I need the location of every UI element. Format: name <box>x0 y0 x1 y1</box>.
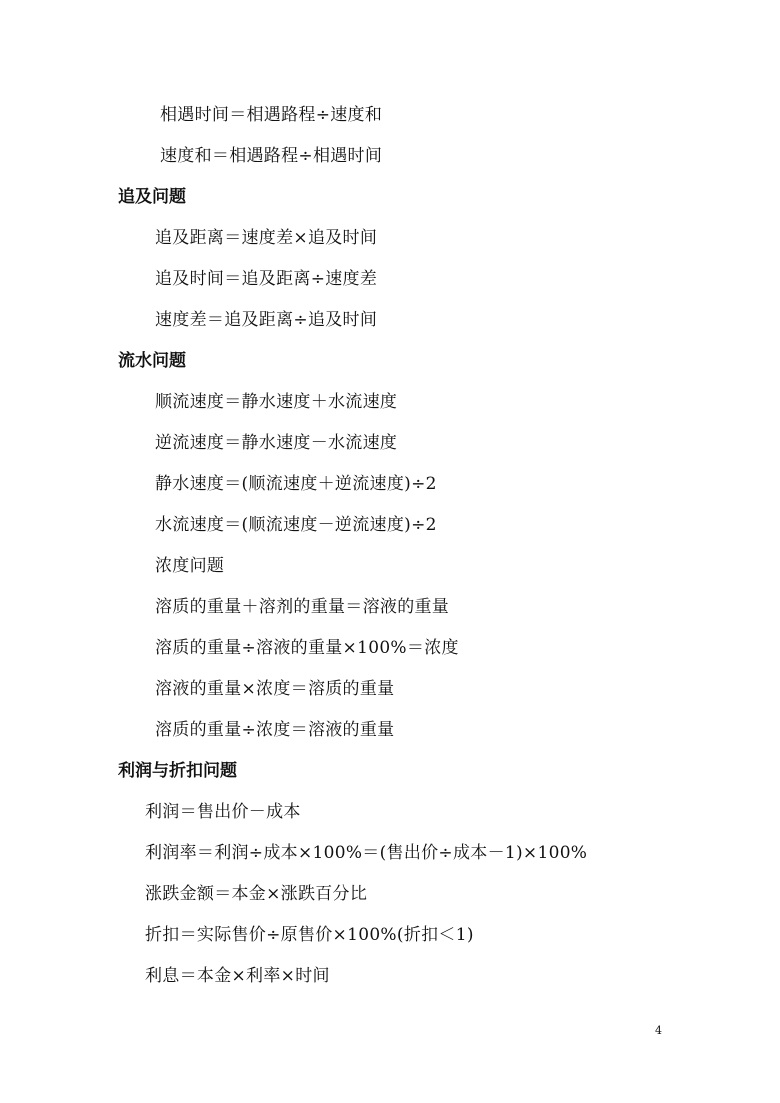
formula-meeting-time: 相遇时间＝相遇路程÷速度和 <box>160 105 383 125</box>
formula-concentration: 溶质的重量÷溶液的重量×100%＝浓度 <box>155 638 459 658</box>
page-number: 4 <box>655 1024 662 1037</box>
formula-downstream-speed: 顺流速度＝静水速度＋水流速度 <box>155 392 398 412</box>
subheading-concentration: 浓度问题 <box>155 556 225 576</box>
formula-chase-distance: 追及距离＝速度差×追及时间 <box>155 228 378 248</box>
formula-discount: 折扣＝实际售价÷原售价×100%(折扣＜1) <box>145 925 474 945</box>
heading-stream: 流水问题 <box>118 351 186 371</box>
formula-chase-time: 追及时间＝追及距离÷速度差 <box>155 269 378 289</box>
heading-chase: 追及问题 <box>118 187 186 207</box>
formula-still-water-speed: 静水速度＝(顺流速度＋逆流速度)÷2 <box>155 474 437 494</box>
formula-solution-weight: 溶质的重量＋溶剂的重量＝溶液的重量 <box>155 597 450 617</box>
formula-interest: 利息＝本金×利率×时间 <box>145 966 330 986</box>
formula-upstream-speed: 逆流速度＝静水速度－水流速度 <box>155 433 398 453</box>
formula-solute-weight: 溶液的重量×浓度＝溶质的重量 <box>155 679 395 699</box>
formula-current-speed: 水流速度＝(顺流速度－逆流速度)÷2 <box>155 515 437 535</box>
heading-profit: 利润与折扣问题 <box>118 761 237 781</box>
formula-profit-rate: 利润率＝利润÷成本×100%＝(售出价÷成本－1)×100% <box>145 843 588 863</box>
formula-solution-from-concentration: 溶质的重量÷浓度＝溶液的重量 <box>155 720 395 740</box>
formula-speed-sum: 速度和＝相遇路程÷相遇时间 <box>160 146 383 166</box>
formula-change-amount: 涨跌金额＝本金×涨跌百分比 <box>145 884 368 904</box>
formula-speed-diff: 速度差＝追及距离÷追及时间 <box>155 310 378 330</box>
formula-profit: 利润＝售出价－成本 <box>145 802 301 822</box>
